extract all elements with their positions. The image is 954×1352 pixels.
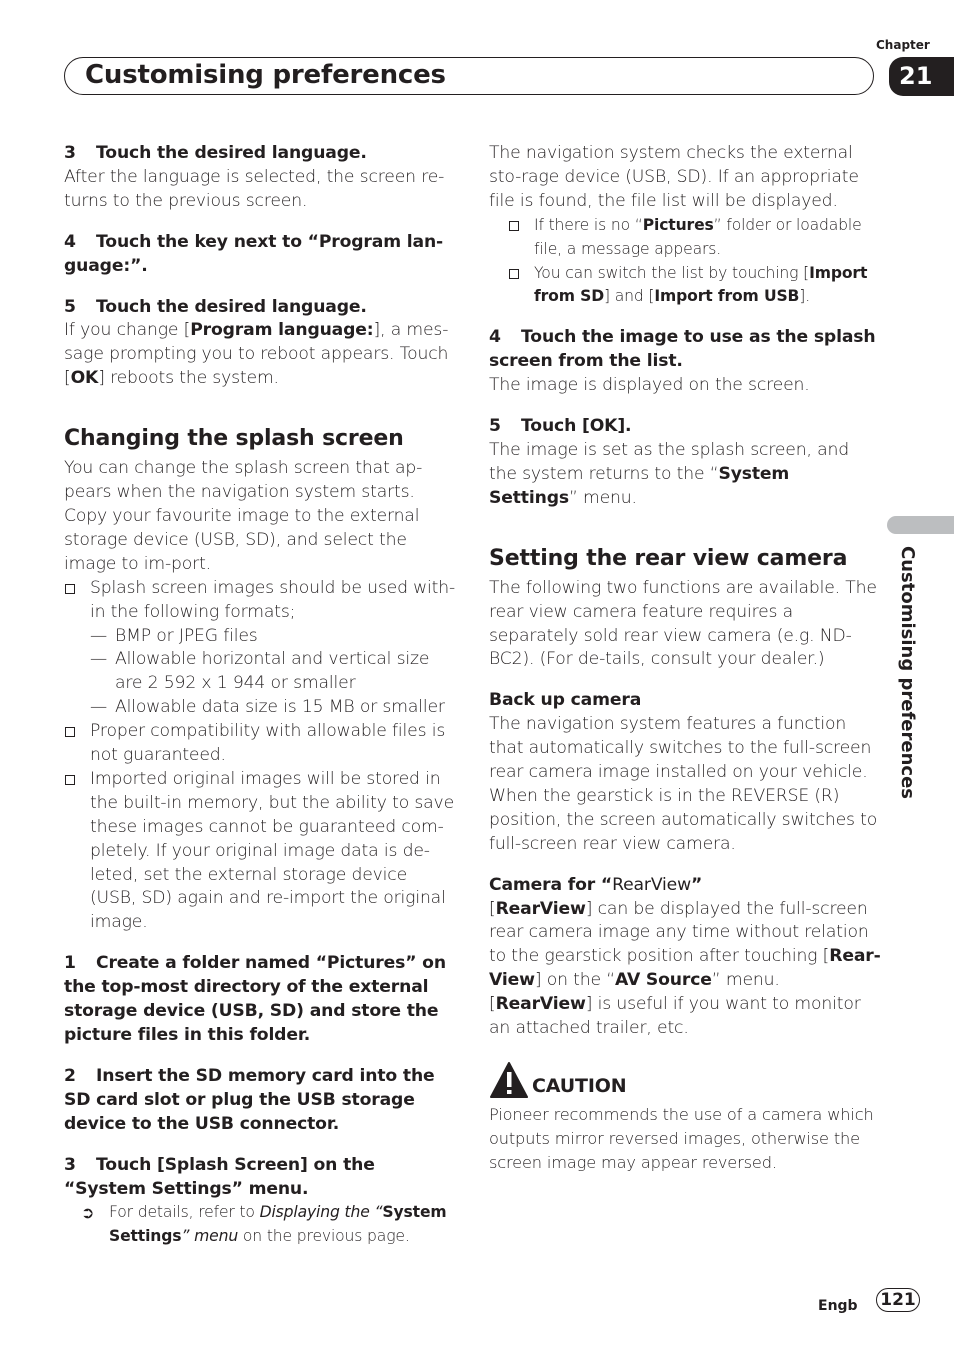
- section-heading-splash: Changing the splash screen: [64, 426, 404, 452]
- note-item: Imported original images will be stored in the built-in memory, but the ability to save these images cannot be guaranteed com-pletely. If your original image data is de-leted, set the external storage device (USB, SD) again and re-import the original image.: [64, 768, 456, 935]
- step-heading: 5 Touch [OK].: [489, 416, 632, 437]
- dash-item: — BMP or JPEG files: [90, 625, 258, 646]
- section-intro: The following two functions are available. The rear view camera feature requires a separately sold rear view camera (e.g. ND-BC2). (For de-tails, consult your dealer.): [489, 577, 877, 670]
- subsection-body: The navigation system features a function that automatically switches to the full-screen rear camera image installed on your vehicle. When the gearstick is in the REVERSE (R) position, the screen automatically switches to full-screen rear view camera.: [489, 714, 878, 854]
- checkbox-bullet-icon: [509, 221, 519, 231]
- checkbox-bullet-icon: [65, 727, 75, 737]
- subheading-camera-for-rearview: Camera for “RearView”: [489, 874, 703, 895]
- step-heading: 4 Touch the image to use as the splash screen from the list.: [489, 327, 876, 372]
- step-body: The image is displayed on the screen.: [489, 375, 810, 396]
- dash-item: — Allowable horizontal and vertical size are 2 592 x 1 944 or smaller: [90, 649, 430, 694]
- caution-label: CAUTION: [532, 1075, 627, 1097]
- step-heading: 3 Touch [Splash Screen] on the “System Settings” menu.: [64, 1154, 375, 1199]
- chapter-number-badge: 21: [889, 57, 954, 96]
- checkbox-bullet-icon: [65, 775, 75, 785]
- step-heading: 2 Insert the SD memory card into the SD card slot or plug the USB storage device to the USB connector.: [64, 1065, 435, 1134]
- section-intro: You can change the splash screen that ap-pears when the navigation system starts. Copy your favourite image to the external storage device (USB, SD), and select the image to im-port.: [64, 458, 423, 574]
- side-tab-label: Customising preferences: [897, 546, 918, 799]
- note-item: You can switch the list by touching [Import from SD] and [Import from USB].: [489, 262, 881, 310]
- reference-note: ➲ For details, refer to Displaying the “System Settings” menu on the previous page.: [81, 1203, 447, 1246]
- step-body: The navigation system checks the external sto-rage device (USB, SD). If an appropriate file is found, the file list will be displayed.: [489, 143, 859, 211]
- step-body: After the language is selected, the screen re-turns to the previous screen.: [64, 166, 445, 211]
- chapter-label: Chapter: [876, 38, 930, 52]
- checkbox-bullet-icon: [65, 584, 75, 594]
- caution-text: Pioneer recommends the use of a camera which outputs mirror reversed images, otherwise the screen image may appear reversed.: [489, 1105, 874, 1172]
- step-body: If you change [Program language:], a mes-sage prompting you to reboot appears. Touch [OK] reboots the system.: [64, 320, 449, 389]
- page-title: Customising preferences: [85, 60, 446, 90]
- page-number: 121: [876, 1288, 920, 1312]
- arrow-icon: ➲: [81, 1203, 95, 1223]
- subsection-body: [RearView] can be displayed the full-screen rear camera image any time without relation to the gearstick position after touching [Rear-View] on the “AV Source” menu. [RearView] is useful if you want to monitor an attached trailer, etc.: [489, 898, 881, 1039]
- note-item: Proper compatibility with allowable files is not guaranteed.: [64, 720, 456, 768]
- left-column: [64, 142, 456, 1249]
- language-code: Engb: [818, 1298, 858, 1314]
- step-heading: 4 Touch the key next to “Program lan-guage:”.: [64, 231, 444, 276]
- step-heading: 3 Touch the desired language.: [64, 143, 367, 163]
- note-item: Splash screen images should be used with-in the following formats;: [64, 577, 456, 625]
- side-tab-marker: [887, 516, 954, 534]
- note-item: If there is no “Pictures” folder or loadable file, a message appears.: [489, 214, 881, 262]
- right-column: [489, 142, 881, 1175]
- step-body: The image is set as the splash screen, and the system returns to the “System Settings” menu.: [489, 439, 849, 508]
- step-heading: 1 Create a folder named “Pictures” on the top-most directory of the external storage device (USB, SD) and store the picture files in this folder.: [64, 953, 446, 1045]
- step-heading: 5 Touch the desired language.: [64, 296, 367, 317]
- section-heading-rear-camera: Setting the rear view camera: [489, 545, 848, 571]
- checkbox-bullet-icon: [509, 269, 519, 279]
- caution-box: [489, 1061, 881, 1101]
- title-bar: [64, 57, 874, 95]
- warning-triangle-icon: [489, 1061, 529, 1099]
- dash-item: — Allowable data size is 15 MB or smaller: [90, 697, 445, 718]
- subheading-backup: Back up camera: [489, 690, 642, 711]
